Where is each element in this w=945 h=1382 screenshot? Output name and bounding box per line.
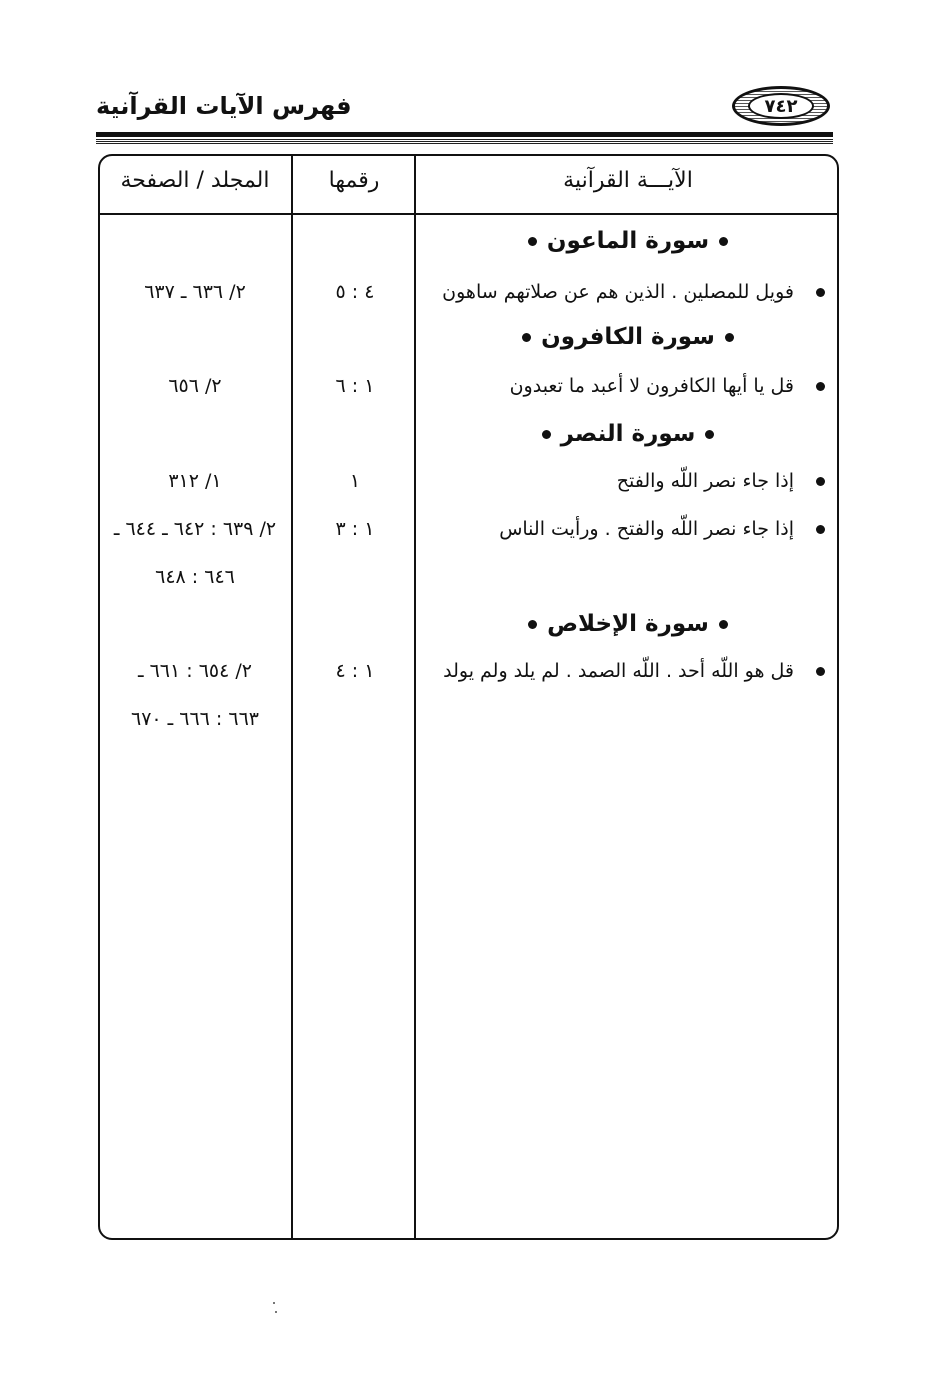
bullet-icon: [528, 237, 537, 246]
bullet-icon: [522, 333, 531, 342]
bullet-icon: [816, 477, 825, 486]
bullet-icon: [725, 333, 734, 342]
surah-title: سورة النصر: [560, 421, 696, 447]
volume-page-ref-continued: ٦٤٦ : ٦٤٨: [155, 566, 235, 588]
bullet-icon: [528, 620, 537, 629]
page-number: ٧٤٢: [748, 93, 814, 119]
volume-page-ref: ٢/ ٦٥٤ : ٦٦١ ـ: [137, 660, 252, 682]
verse-entry: [420, 281, 825, 303]
verse-entry: [420, 470, 825, 492]
volume-page-ref: ٢/ ٦٥٦: [168, 375, 222, 397]
volume-page-ref: ٢/ ٦٣٩ : ٦٤٢ ـ ٦٤٤ ـ: [113, 518, 277, 540]
table-header-rule: [98, 213, 839, 215]
verse-number: ١: [349, 470, 361, 492]
bullet-icon: [816, 667, 825, 676]
surah-title: سورة الكافرون: [541, 324, 715, 350]
bullet-icon: [816, 288, 825, 297]
verse-entry: [420, 518, 825, 540]
bullet-icon: [542, 430, 551, 439]
bullet-icon: [816, 525, 825, 534]
column-divider-verse: [414, 154, 416, 1240]
verse-text: قل هو اللّه أحد . اللّه الصمد . لم يلد ولم يولد: [443, 660, 794, 682]
running-header-title: فهرس الآيات القرآنية: [96, 92, 352, 120]
bullet-icon: [816, 382, 825, 391]
surah-heading: [418, 421, 838, 447]
surah-title: سورة الماعون: [546, 228, 710, 254]
column-divider-number: [291, 154, 293, 1240]
scan-speck: [273, 1302, 275, 1304]
bullet-icon: [719, 620, 728, 629]
volume-page-ref: ٢/ ٦٣٦ ـ ٦٣٧: [144, 281, 246, 303]
surah-heading: [418, 228, 838, 254]
column-header-volume-page: المجلد / الصفحة: [120, 168, 270, 193]
column-header-number: رقمها: [328, 168, 380, 193]
volume-page-ref: ١/ ٣١٢: [168, 470, 222, 492]
bullet-icon: [705, 430, 714, 439]
header-rule: [96, 132, 833, 137]
index-table: [98, 154, 839, 1240]
scan-speck: [275, 1311, 277, 1313]
verse-text: فويل للمصلين . الذين هم عن صلاتهم ساهون: [442, 281, 794, 303]
page-number-badge: [732, 86, 830, 126]
surah-heading: [418, 324, 838, 350]
volume-page-ref-continued: ٦٦٣ : ٦٦٦ ـ ٦٧٠: [130, 708, 259, 730]
surah-heading: [418, 611, 838, 637]
verse-entry: [420, 375, 825, 397]
verse-text: قل يا أيها الكافرون لا أعبد ما تعبدون: [509, 375, 794, 397]
header-rule-shaded: [96, 139, 833, 144]
verse-number: ١ : ٣: [335, 518, 375, 540]
verse-text: إذا جاء نصر اللّه والفتح: [616, 470, 794, 492]
verse-text: إذا جاء نصر اللّه والفتح . ورأيت الناس: [499, 518, 794, 540]
verse-number: ١ : ٤: [335, 660, 375, 682]
column-header-verse: الآيـــة القرآنية: [563, 168, 693, 193]
verse-number: ١ : ٦: [335, 375, 375, 397]
bullet-icon: [719, 237, 728, 246]
surah-title: سورة الإخلاص: [547, 611, 709, 637]
verse-number: ٤ : ٥: [335, 281, 375, 303]
verse-entry: [420, 660, 825, 682]
